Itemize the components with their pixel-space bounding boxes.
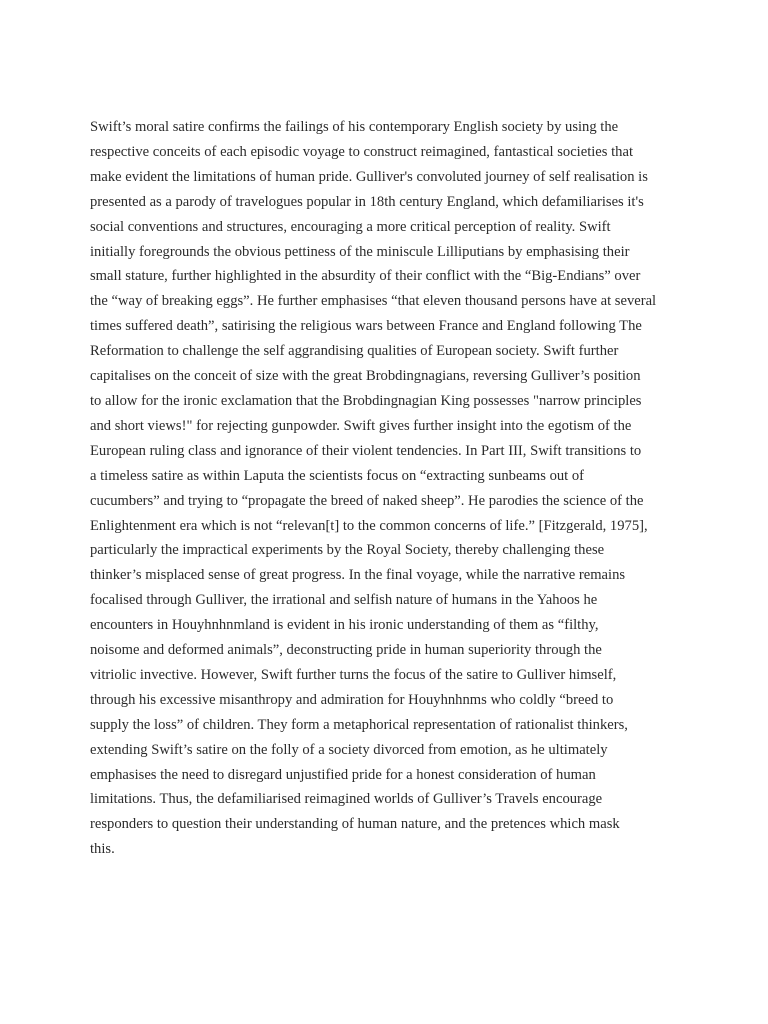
paragraph-line: presented as a parody of travelogues popular in 18th century England, which defamiliarises it's <box>90 193 644 210</box>
paragraph-line: a timeless satire as within Laputa the scientists focus on “extracting sunbeams out of <box>90 467 585 484</box>
paragraph-line: and short views!" for rejecting gunpowder. Swift gives further insight into the egotism of the <box>90 417 632 434</box>
paragraph-line: supply the loss” of children. They form a metaphorical representation of rationalist thinkers, <box>90 716 628 733</box>
essay-paragraph <box>90 115 680 862</box>
paragraph-line: responders to question their understanding of human nature, and the pretences which mask <box>90 816 620 833</box>
paragraph-line: small stature, further highlighted in the absurdity of their conflict with the “Big-Endians” over <box>90 268 641 285</box>
paragraph-line: focalised through Gulliver, the irrational and selfish nature of humans in the Yahoos he <box>90 592 598 609</box>
paragraph-line: limitations. Thus, the defamiliarised reimagined worlds of Gulliver’s Travels encourage <box>90 791 603 808</box>
paragraph-line: Enlightenment era which is not “relevan[t] to the common concerns of life.” [Fitzgerald, 1975], <box>90 517 648 534</box>
paragraph-line: Swift’s moral satire confirms the failings of his contemporary English society by using the <box>90 119 619 135</box>
paragraph-line: to allow for the ironic exclamation that the Brobdingnagian King possesses "narrow principles <box>90 392 642 409</box>
paragraph-line: the “way of breaking eggs”. He further emphasises “that eleven thousand persons have at several <box>90 293 657 310</box>
paragraph-line: through his excessive misanthropy and admiration for Houyhnhnms who coldly “breed to <box>90 691 614 708</box>
paragraph-line: make evident the limitations of human pride. Gulliver's convoluted journey of self realisation is <box>90 168 648 185</box>
paragraph-line: Reformation to challenge the self aggrandising qualities of European society. Swift further <box>90 343 619 360</box>
paragraph-line: cucumbers” and trying to “propagate the breed of naked sheep”. He parodies the science of the <box>90 492 644 509</box>
paragraph-line: this. <box>90 841 115 858</box>
paragraph-line: extending Swift’s satire on the folly of a society divorced from emotion, as he ultimately <box>90 741 608 758</box>
paragraph-line: capitalises on the conceit of size with the great Brobdingnagians, reversing Gulliver’s position <box>90 368 641 385</box>
paragraph-line: times suffered death”, satirising the religious wars between France and England following The <box>90 318 642 335</box>
paragraph-line: particularly the impractical experiments by the Royal Society, thereby challenging these <box>90 542 605 559</box>
paragraph-line: respective conceits of each episodic voyage to construct reimagined, fantastical societies that <box>90 143 633 160</box>
paragraph-line: thinker’s misplaced sense of great progress. In the final voyage, while the narrative remains <box>90 567 626 584</box>
paragraph-line: European ruling class and ignorance of their violent tendencies. In Part III, Swift transitions to <box>90 442 642 459</box>
paragraph-line: social conventions and structures, encouraging a more critical perception of reality. Swift <box>90 218 611 235</box>
paragraph-line: initially foregrounds the obvious pettiness of the miniscule Lilliputians by emphasising their <box>90 243 630 260</box>
paragraph-line: vitriolic invective. However, Swift further turns the focus of the satire to Gulliver himself, <box>90 666 617 683</box>
paragraph-line: encounters in Houyhnhnmland is evident in his ironic understanding of them as “filthy, <box>90 617 599 634</box>
paragraph-line: emphasises the need to disregard unjustified pride for a honest consideration of human <box>90 766 596 783</box>
paragraph-line: noisome and deformed animals”, deconstructing pride in human superiority through the <box>90 642 602 659</box>
